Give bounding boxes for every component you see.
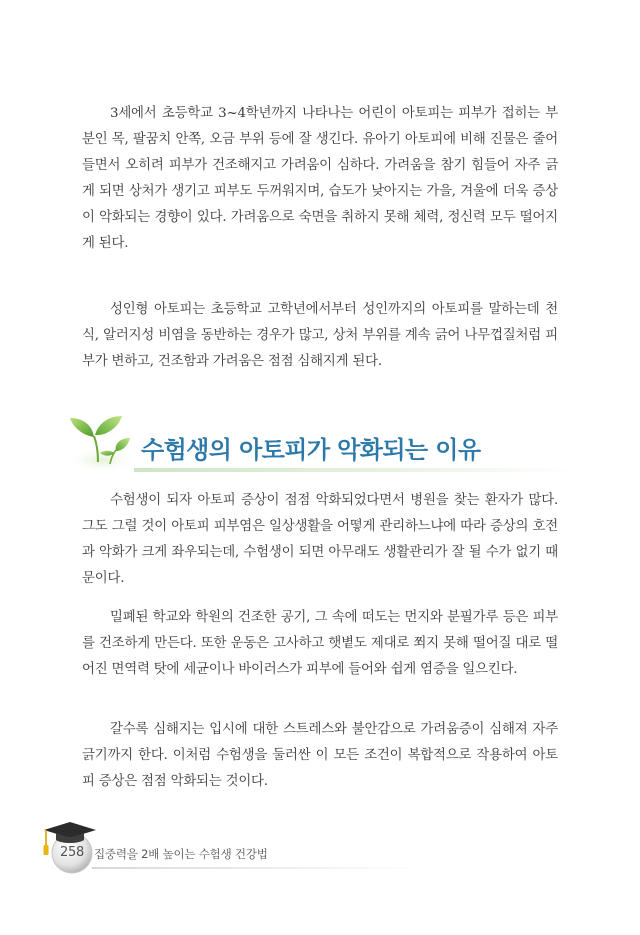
page-footer [30,820,610,880]
page-number: 258 [60,845,84,860]
section-paragraph-1: 수험생이 되자 아토피 증상이 점점 악화되었다면서 병원을 찾는 환자가 많다. 그도 그럴 것이 아토피 피부염은 일상생활을 어떻게 관리하느냐에 따라 증상의 호전과 악화가 크게 좌우되는데, 수험생이 되면 아무래도 생활관리가 잘 될 수가 없기 때문이다. [82,493,558,587]
section-paragraph-3: 갈수록 심해지는 입시에 대한 스트레스와 불안감으로 가려움증이 심해져 자주 긁기까지 한다. 이처럼 수험생을 둘러싼 이 모든 조건이 복합적으로 작용하여 아토피 증상은 점점 악화되는 것이다. [82,722,558,790]
section-heading [64,410,584,480]
book-title: 집중력을 2배 높이는 수험생 건강법 [94,847,268,861]
body-paragraph-child-atopy: 3세에서 초등학교 3~4학년까지 나타나는 어린이 아토피는 피부가 접히는 부분인 목, 팔꿈치 안쪽, 오금 부위 등에 잘 생긴다. 유아기 아토피에 비해 진물은 줄어들면서 오히려 피부가 건조해지고 가려움이 심하다. 가려움을 참기 힘들어 자주 긁게 되면 상처가 생기고 피부도 두꺼워지며, 습도가 낮아지는 가을, 겨울에 더욱 증상이 악화되는 경향이 있다. 가려움으로 숙면을 취하지 못해 체력, 정신력 모두 떨어지게 된다. [82,106,558,252]
sprout-icon [64,410,144,476]
body-paragraph-adult-atopy: 성인형 아토피는 초등학교 고학년에서부터 성인까지의 아토피를 말하는데 천식, 알러지성 비염을 동반하는 경우가 많고, 상처 부위를 계속 긁어 나무껍질처럼 피부가 변하고, 건조함과 가려움은 점점 심해지게 된다. [82,302,558,370]
footer-rule [92,867,422,869]
section-title: 수험생의 아토피가 악화되는 이유 [141,436,481,464]
section-paragraph-2: 밀폐된 학교와 학원의 건조한 공기, 그 속에 떠도는 먼지와 분필가루 등은 피부를 건조하게 만든다. 또한 운동은 고사하고 햇볕도 제대로 쬐지 못해 떨어질 대로 떨어진 면역력 탓에 세균이나 바이러스가 피부에 들어와 쉽게 염증을 일으킨다. [82,610,558,678]
heading-underline [134,468,574,472]
